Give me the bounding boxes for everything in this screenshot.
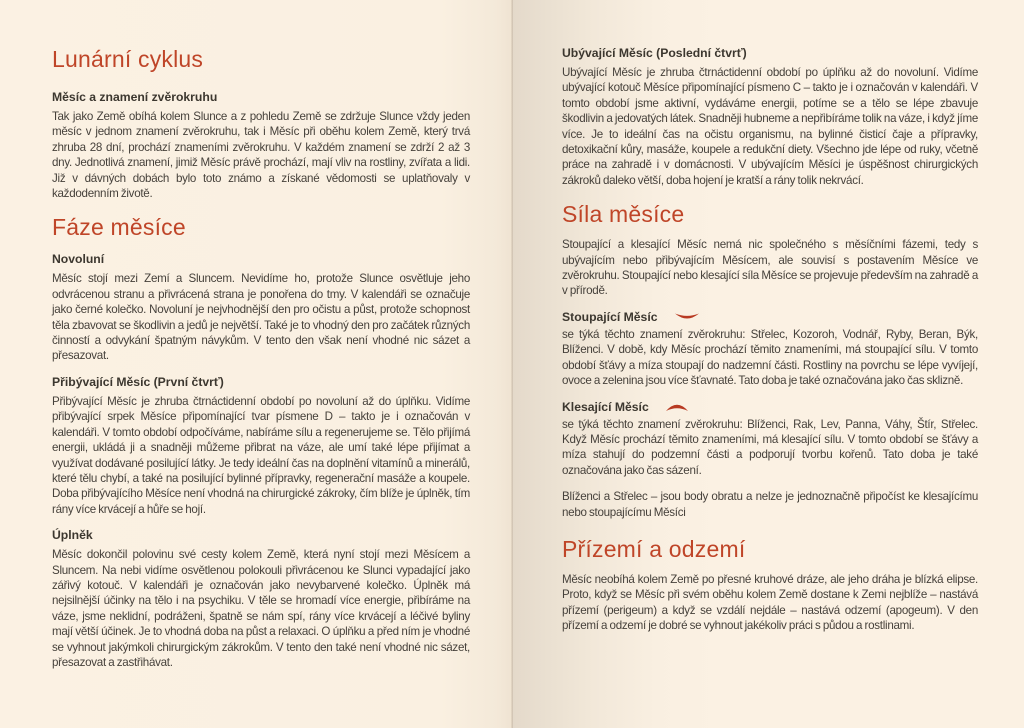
subheading-descending-moon: Klesající Měsíc (562, 399, 649, 414)
heading-moon-phases: Fáze měsíce (52, 214, 186, 241)
heading-lunar-cycle: Lunární cyklus (52, 46, 204, 72)
subheading-ascending-moon-row (562, 310, 978, 324)
paragraph-ascending-moon: se týká těchto znamení zvěrokruhu: Střelec, Kozoroh, Vodnář, Ryby, Beran, Býk, Blíženci. V době, kdy Měsíc prochází těmito znameními, má stoupající sílu. V tomto období šťávy a míza stoupají do nadzemní části. Rostliny na povrchu se lépe vyvíjejí, ovoce a zelenina jsou více šťavnaté. Tato doba je také označována jako čas sklizně. (562, 327, 978, 388)
paragraph-turning-points: Blíženci a Střelec – jsou body obratu a nelze je jednoznačně připočíst ke klesajícímu nebo stoupajícímu Měsíci (562, 490, 978, 519)
subheading-ascending-moon: Stoupající Měsíc (562, 309, 658, 324)
crescent-horns-down-icon (665, 401, 689, 412)
subheading-moon-zodiac: Měsíc a znamení zvěrokruhu (52, 90, 218, 104)
paragraph-moon-zodiac: Tak jako Země obíhá kolem Slunce a z pohledu Země se zdržuje Slunce vždy jeden měsíc v jednom znamení zvěrokruhu, tak i Měsíc při oběhu kolem Země, který trvá zhruba 28 dní, prochází znameními zvěrokruhu. V každém znamení se zdrží 2 až 3 dny. Jednotlivá znamení, jimiž Měsíc právě prochází, mají vliv na rostliny, zvířata a lidi. Již v dávných dobách bylo toto známo a získané vědomosti se uplatňovaly v každodenním životě. (52, 110, 470, 201)
heading-moon-power: Síla měsíce (562, 201, 685, 228)
paragraph-moon-power-intro: Stoupající a klesající Měsíc nemá nic společného s měsíčními fázemi, tedy s ubývajícím nebo přibývajícím Měsícem, ale souvisí s postavením Měsíce ve zvěrokruhu. Stoupající nebo klesající síla Měsíce se projevuje především na zahradě a v přírodě. (562, 238, 978, 298)
paragraph-perigee-apogee: Měsíc neobíhá kolem Země po přesné kruhové dráze, ale jeho dráha je blízká elipse. Proto, když se Měsíc při svém oběhu kolem Země dostane k Zemi nejblíže – nastává přízemí (perigeum) a když se vzdálí nejdále – nastává odzemí (apogeum). V den přízemí a odzemí je dobré se vyhnout jakékoliv práci s půdou a rostlinami. (562, 572, 978, 633)
subheading-descending-moon-row (562, 400, 978, 414)
paragraph-waxing-moon: Přibývající Měsíc je zhruba čtrnáctidenní období po novoluní až do úplňku. Vidíme přibývající srpek Měsíce připomínající tvar písmene D – takto je i označován v kalendáři. V tomto období odpočíváme, nabíráme sílu a regenerujeme se. Tělo přijímá energii, ukládá ji a snadněji můžeme přibrat na váze, ale umí také lépe přijímat a využívat dodávané posilující látky. Je tedy ideální čas na doplnění vitamínů a minerálů, které tělu chybí, a také na posilující bylinné přípravky, regenerační masáže a koupele. Doba přibývajícího Měsíce není vhodná na chirurgické zákroky, čím blíže je úplněk, tím rány více krvácejí a hůře se hojí. (52, 394, 470, 516)
subheading-waning-moon: Ubývající Měsíc (Poslední čtvrť) (562, 46, 747, 60)
heading-perigee-apogee: Přízemí a odzemí (562, 535, 746, 562)
crescent-horns-up-icon (674, 312, 700, 322)
paragraph-descending-moon: se týká těchto znamení zvěrokruhu: Blíženci, Rak, Lev, Panna, Váhy, Štír, Střelec. Když Měsíc prochází těmito znameními, má klesající sílu. V tomto období se šťávy a míza stahují do podzemní části a podporují tvorbu kořenů. Tato doba je také označována jako čas sázení. (562, 417, 978, 477)
paragraph-full-moon: Měsíc dokončil polovinu své cesty kolem Země, která nyní stojí mezi Měsícem a Sluncem. Na nebi vidíme osvětlenou polokouli přivrácenou ke Slunci vypadající jako zářivý kotouč. V kalendáři je označován jako nevybarvené kolečko. Úplněk má nejsilnější účinky na tělo i na psychiku. V těle se hromadí více energie, přibíráme na váze, jsme neklidní, podráženi, špatně se nám spí, rány více krvácejí a léčivé byliny mají větší účinek. Je to vhodná doba na půst a relaxaci. O úplňku a před ním je vhodné se vyhnout jakýmkoli chirurgickým zákrokům. V tento den také není vhodné nic sázet, přesazovat a zastřihávat. (52, 548, 470, 669)
paragraph-new-moon: Měsíc stojí mezi Zemí a Sluncem. Nevidíme ho, protože Slunce osvětluje jeho odvrácenou stranu a přivrácená strana je ponořena do tmy. V kalendáři se označuje jako černé kolečko. Novoluní je nejvhodnější den pro očistu a půst, protože schopnost těla zbavovat se škodlivin a jedů je největší. Také je to vhodný den pro začátek různých činností a odvykání špatným návykům. V tento den však není vhodné nic sázet a přesazovat. (52, 272, 470, 363)
subheading-full-moon: Úplněk (52, 528, 93, 543)
subheading-new-moon: Novoluní (52, 252, 105, 267)
paragraph-waning-moon: Ubývající Měsíc je zhruba čtrnáctidenní období po úplňku až do novoluní. Vidíme ubývající kotouč Měsíce připomínající písmeno C – takto je i označován v kalendáři. V tomto období jsme aktivní, vydáváme energii, potíme se a tělo se lépe zbavuje škodlivin a jedovatých látek. Snadněji hubneme a nepřibíráme tolik na váze, i když jíme více. Je to ideální čas na očistu organismu, na bylinné čisticí čaje a přípravky, detoxikační kůry, masáže, koupele a redukční diety. Všechno jde lépe od ruky, včetně práce na zahradě i v domácnosti. V ubývajícím Měsíci je úspěšnost chirurgických zákroků daleko větší, doba hojení je kratší a rány tolik nekrvácí. (562, 66, 978, 187)
right-page (512, 0, 1024, 728)
subheading-waxing-moon: Přibývající Měsíc (První čtvrť) (52, 374, 224, 389)
